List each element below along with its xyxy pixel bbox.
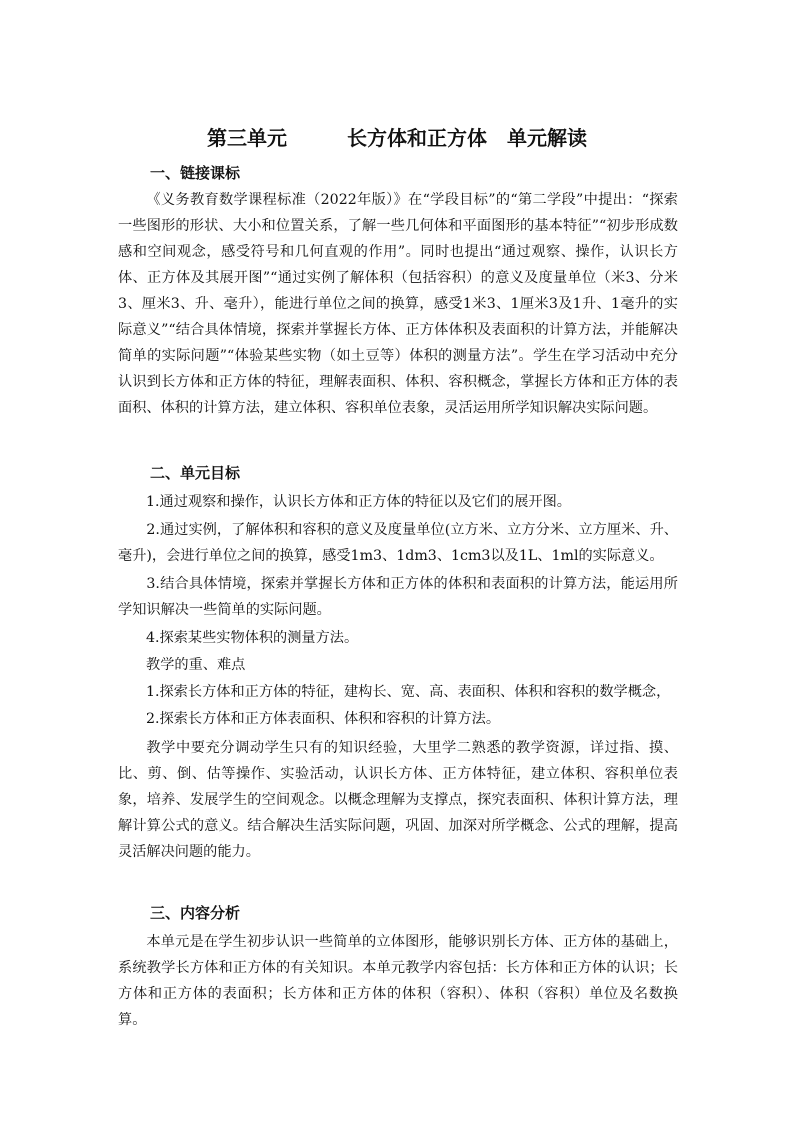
goal-item-2: 2.通过实例，了解体积和容积的意义及度量单位(立方米、立方分米、立方厘米、升、毫升)，会进行单位之间的换算，感受1m3、1dm3、1cm3以及1L、1ml的实际意义。: [118, 522, 678, 564]
section-heading-standards: 一、链接课标: [150, 164, 241, 182]
standards-paragraph: 《义务教育数学课程标准（2022年版）》在“学段目标”的“第二学段”中提出：“探索一些图形的形状、大小和位置关系，了解一些几何体和平面图形的基本特征”“初步形成数感和空间观念，感受符号和几何直观的作用”。同时也提出“通过观察、操作，认识长方体、正方体及其展开图”“通过实例了解体积（包括容积）的意义及度量单位（米3、分米3、厘米3、升、毫升），能进行单位之间的换算，感受1米3、1厘米3及1升、1毫升的实际意义”“结合具体情境，探索并掌握长方体、正方体体积及表面积的计算方法，并能解决简单的实际问题”“体验某些实物（如土豆等）体积的测量方法”。学生在学习活动中充分认识到长方体和正方体的特征，理解表面积、体积、容积概念，掌握长方体和正方体的表面积、体积的计算方法，建立体积、容积单位表象，灵活运用所学知识解决实际问题。: [118, 192, 678, 416]
goal-item-1: 1.通过观察和操作，认识长方体和正方体的特征以及它们的展开图。: [146, 494, 571, 510]
teaching-paragraph: 教学中要充分调动学生只有的知识经验，大里学二熟悉的教学资源，详过指、摸、比、剪、倒、估等操作、实验活动，认识长方体、正方体特征，建立体积、容积单位表象，培养、发展学生的空间观念。以概念理解为支撑点，探究表面积、体积计算方法，理解计算公式的意义。结合解决生活实际问题，巩固、加深对所学概念、公式的理解，提高灵活解决问题的能力。: [118, 740, 678, 860]
content-paragraph: 本单元是在学生初步认识一些简单的立体图形，能够识别长方体、正方体的基础上，系统教学长方体和正方体的有关知识。本单元教学内容包括：长方体和正方体的认识；长方体和正方体的表面积；长方体和正方体的体积（容积）、体积（容积）单位及名数换算。: [118, 934, 678, 1028]
section-heading-content: 三、内容分析: [150, 904, 241, 922]
goal-item-3: 3.结合具体情境，探索并掌握长方体和正方体的体积和表面积的计算方法，能运用所学知识解决一些简单的实际问题。: [118, 576, 678, 618]
goal-item-4: 4.探索某些实物体积的测量方法。: [146, 630, 359, 646]
key-point-2: 2.探索长方体和正方体表面积、体积和容积的计算方法。: [146, 711, 501, 727]
section-heading-goals: 二、单元目标: [150, 464, 241, 482]
key-points-label: 教学的重、难点: [146, 657, 246, 673]
page-title: 第三单元 长方体和正方体 单元解读: [207, 126, 587, 150]
key-point-1: 1.探索长方体和正方体的特征，建构长、宽、高、表面积、体积和容积的数学概念，: [146, 684, 671, 700]
